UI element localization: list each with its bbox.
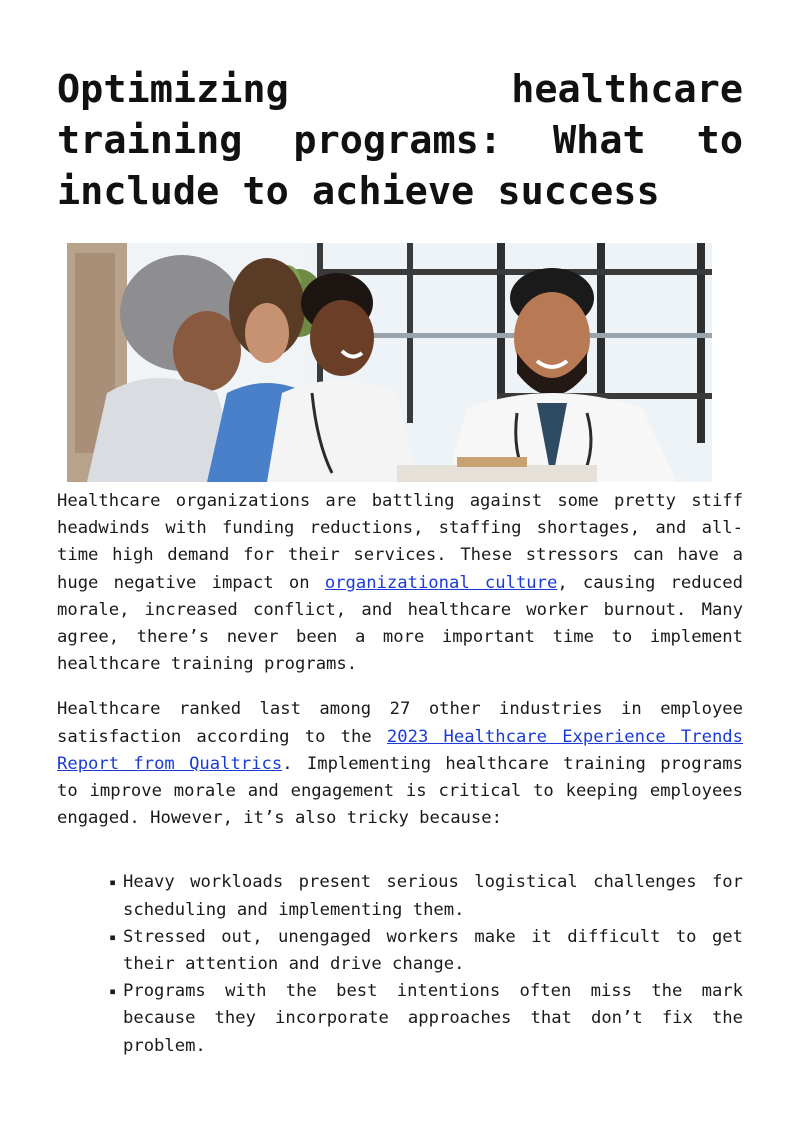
list-item xyxy=(109,869,743,923)
list-item-text: Programs with the best intentions often miss the mark because they incorporate approaches that don’t fix the problem. xyxy=(123,981,743,1056)
list-item-text: Stressed out, unengaged workers make it difficult to get their attention and drive change. xyxy=(123,926,743,975)
intro-text-start: Healthcare organizations are battling against some pretty stiff headwinds with funding reductions, staffing shortages, and all-time high demand for their services. These stressors can have a huge negative impact on xyxy=(57,491,743,593)
intro-paragraph xyxy=(57,488,743,678)
list-item-text: Heavy workloads present serious logistical challenges for scheduling and implementing them. xyxy=(123,872,743,920)
article-title: Optimizing healthcare training programs: What to include to achieve success xyxy=(57,67,743,214)
bullet-icon: ▪ xyxy=(109,875,117,890)
healthcare-team-photo-icon xyxy=(67,243,712,482)
challenges-list xyxy=(57,869,743,1059)
article xyxy=(57,0,743,1060)
second-paragraph xyxy=(57,696,743,832)
list-item xyxy=(109,978,743,1060)
bullet-icon: ▪ xyxy=(109,984,117,999)
hero-image xyxy=(67,243,712,482)
intro-text-end: , causing reduced morale, increased conflict, and healthcare worker burnout. Many agree, there’s never been a more important time to implement healthcare training programs. xyxy=(57,572,743,675)
second-text-end: . Implementing healthcare training programs to improve morale and engagement is critical to keeping employees engaged. However, it’s also tricky because: xyxy=(57,753,743,829)
list-item xyxy=(109,924,743,978)
qualtrics-report-link[interactable]: 2023 Healthcare Experience Trends Report from Qualtrics xyxy=(57,726,743,774)
organizational-culture-link[interactable]: organizational culture xyxy=(324,572,558,593)
second-text-start: Healthcare ranked last among 27 other industries in employee satisfaction according to the xyxy=(57,699,743,747)
bullet-icon: ▪ xyxy=(109,929,117,944)
